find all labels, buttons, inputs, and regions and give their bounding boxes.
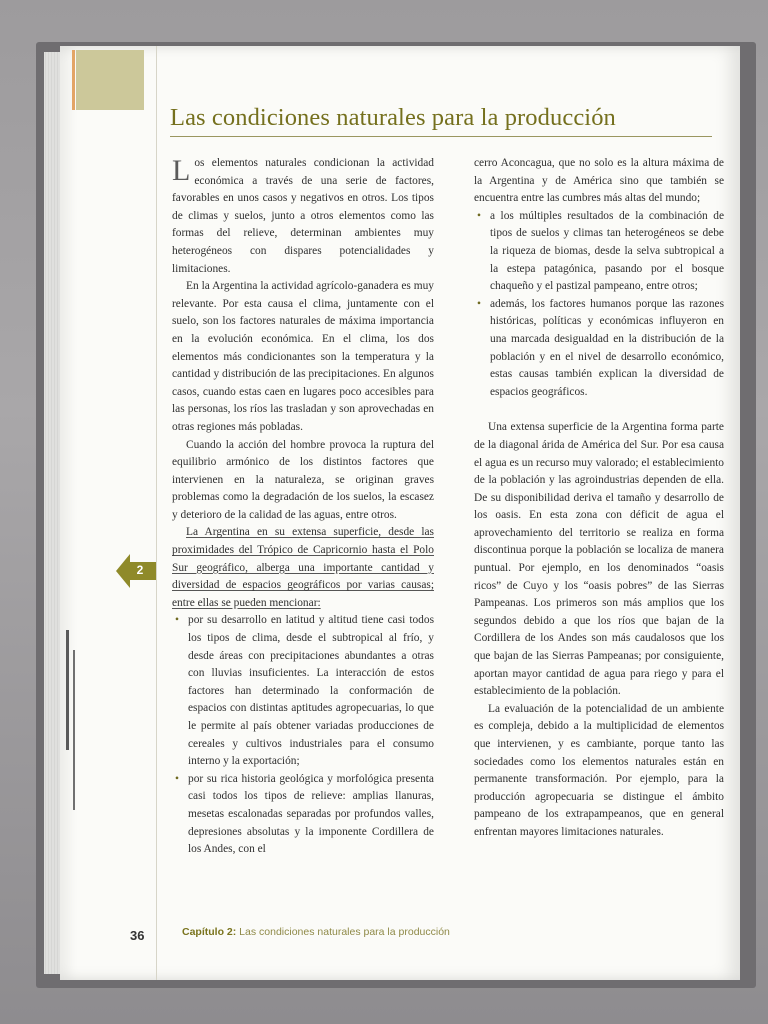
list-item: • a los múltiples resultados de la combinación de tipos de suelos y climas tan heterogéneos se debe la riqueza de biomas, desde la selva subtropical a la estepa patagónica, pasando por el bosque chaqueño y el pastizal pampeano, entre otros; (474, 208, 724, 296)
left-column (172, 155, 434, 859)
highlighted-paragraph (172, 524, 434, 612)
title-underline (170, 136, 712, 137)
bullet-list (172, 612, 434, 858)
continuation-text: cerro Aconcagua, que no solo es la altura máxima de la Argentina y de América sino que también se encuentra entre las cumbres más altas del mundo; (474, 157, 724, 205)
margin-line (156, 46, 157, 980)
drop-cap: L (172, 154, 191, 187)
intro-paragraph (172, 155, 434, 278)
bullet-list (474, 208, 724, 402)
spacer (474, 401, 724, 419)
paragraph: En la Argentina la actividad agrícolo-ganadera es muy relevante. Por esta causa el clima, juntamente con el suelo, son los factores naturales de máxima importancia en la evolución económica. En el clima, los dos elementos más condicionantes son la temperatura y la cantidad y distribución de las precipitaciones. En algunos casos, cuando estas caen en lugares poco accesibles para las personas, los ríos las trasladan y son aprovechadas en otras regiones más pobladas. (172, 280, 434, 433)
footer-chapter-label: Capítulo 2: (182, 926, 237, 938)
chapter-accent-block (76, 50, 144, 110)
paragraph: Una extensa superficie de la Argentina forma parte de la diagonal árida de América del Sur. Por esa causa el agua es un recurso muy valorado; el establecimiento de la población y las agroindustrias dependen de ella. De su disponibilidad deriva el tamaño y desarrollo de los oasis. En esta zona con déficit de agua el aprovechamiento del territorio se realiza en forma discontinua porque la población se localiza de manera puntual. Por ejemplo, en los denominados “oasis ricos” de Cuyo y los “oasis pobres” de las Sierras Pampeanas. Los primeros son más amplios que los segundos debido a que los ríos que bajan de la Cordillera de los Andes son más caudalosos que los que bajan de las Sierras Pampeanas; por consiguiente, aportan mayor cantidad de agua para riego y para el establecimiento de la población. (474, 421, 724, 698)
list-item: • por su desarrollo en latitud y altitud tiene casi todos los tipos de clima, desde el subtropical al frío, y desde áreas con precipitaciones abundantes a otras con lluvias insuficientes. La interacción de estos factores han determinado la conformación de espacios con distintas aptitudes agropecuarias, lo que le permite al país obtener variadas producciones de cereales y cultivos industriales para el consumo interno y la exportación; (172, 612, 434, 770)
page-number: 36 (130, 928, 145, 943)
page-title: Las condiciones naturales para la producción (170, 104, 616, 131)
right-column (474, 155, 724, 842)
underlined-text: La Argentina en su extensa superficie, desde las proximidades del Trópico de Capricornio hasta el Polo Sur geográfico, alberga una importante cantidad y diversidad de espacios geográficos por varias causas; entre ellas se pueden mencionar: (172, 526, 434, 609)
pen-mark (66, 630, 69, 750)
accent-strip (72, 50, 75, 110)
list-continuation (474, 155, 724, 208)
intro-text: os elementos naturales condicionan la actividad económica a través de una serie de factores, favorables en unos casos y negativos en otros. Los tipos de climas y suelos, junto a otros elementos como las formas del relieve, determinan ambientes muy heterogéneos con dispares potencialidades y limitaciones. (172, 157, 434, 275)
list-item: • además, los factores humanos porque las razones históricas, políticas y económicas influyeron en una marcada desigualdad en la distribución de la población y en el nivel de desarrollo económico, estas causas también explican la diversidad de espacios geográficos. (474, 296, 724, 402)
paragraph: La evaluación de la potencialidad de un ambiente es compleja, debido a la multiplicidad de elementos que intervienen, y es cambiante, porque tanto las sociedades como los elementos naturales están en permanente transformación. Por ejemplo, para la producción agropecuaria se distingue el ámbito pampeano de los extrapampeanos, que en general enfrentan mayores limitaciones naturales. (474, 702, 724, 838)
chapter-marker-number: 2 (136, 563, 144, 577)
footer-chapter-title: Las condiciones naturales para la producción (239, 926, 450, 938)
footer-chapter (182, 926, 450, 938)
list-item: • por su rica historia geológica y morfológica presenta casi todos los tipos de relieve: amplias llanuras, mesetas escalonadas separadas por profundos valles, depresiones absolutas y la imponente Cordillera de los Andes, con el (172, 771, 434, 859)
pen-mark (73, 650, 75, 810)
paragraph: Cuando la acción del hombre provoca la ruptura del equilibrio armónico de los distintos factores que intervienen en la naturaleza, se originan graves problemas como la degradación de los suelos, la escasez y deterioro de la calidad de las aguas, entre otros. (172, 438, 434, 521)
